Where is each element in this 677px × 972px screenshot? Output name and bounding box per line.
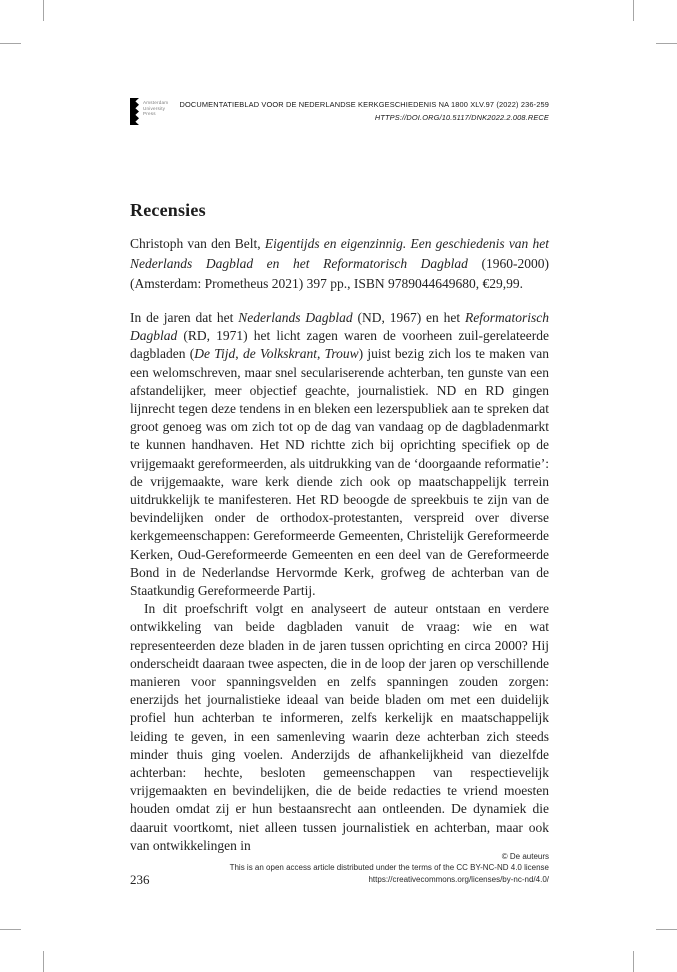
crop-mark	[43, 0, 44, 21]
crop-mark	[43, 951, 44, 972]
page-title: Recensies	[130, 200, 206, 220]
copyright-notice: © De auteurs	[501, 852, 549, 861]
body-paragraph: In dit proefschrift volgt en analyseert de auteur ontstaan en verdere ontwikkeling van beide dagbladen vanuit de vraag: wie en wat representeerden deze bladen in de jaren tussen oprichting en circa 2000? Hij onderscheidt daaraan twee aspecten, die in de loop der jaren op verschillende manieren voor spanningsvelden en zelfs spanningen zouden zorgen: enerzijds het journalistieke ideaal van beide bladen om met een duidelijk profiel hun achterban te informeren, zelfs kerkelijk en maatschappelijk leiding te geven, in een samenleving waarin deze achterban zich steeds minder thuis ging voelen. Anderzijds de afhankelijkheid van diezelfde achterban: hechte, besloten gemeenschappen van respectievelijk vrijgemaakten en bevindelijken, die de beide redacties te vriend moesten houden omdat zij er hun bestaansrecht aan ontleenden. De dynamiek die daaruit voortkomt, niet alleen tussen journalistiek en achterban, maar ook van ontwikkelingen in	[130, 601, 549, 853]
publisher-logo	[130, 98, 168, 125]
aup-logo-icon	[130, 98, 139, 125]
publisher-name	[143, 98, 168, 117]
journal-citation-line: DOCUMENTATIEBLAD VOOR DE NEDERLANDSE KERKGESCHIEDENIS NA 1800 XLV.97 (2022) 236-259	[179, 100, 549, 109]
body-paragraph: In de jaren dat het Nederlands Dagblad (ND, 1967) en het Reformatorisch Dagblad (RD, 1971) het licht zagen waren de voorheen zuil-gerelateerde dagbladen (De Tijd, de Volkskrant, Trouw) juist bezig zich los te maken van een welomschreven, maar snel seculariserende achterban, ten gunste van een afstandelijker, meer objectief geachte, journalistiek. ND en RD gingen lijnrecht tegen deze tendens in en bleken een lezerspubliek aan te spreken dat groot genoeg was om zich tot op de dag van vandaag op de dagbladenmarkt te kunnen handhaven. Het ND richtte zich bij oprichting specifiek op de vrijgemaakt gereformeerden, als uitdrukking van de ‘doorgaande reformatie’: de vrijgemaakte, ware kerk diende zich ook op maatschappelijk terrein uitdrukkelijk te manifesteren. Het RD beoogde de spreekbuis te zijn van de bevindelijken onder de orthodox-protestanten, verspreid over diverse kerkgemeenschappen: Gereformeerde Gemeenten, Christelijk Gereformeerde Kerken, Oud-Gereformeerde Gemeenten en een deel van de Gereformeerde Bond in de Nederlandse Hervormde Kerk, grofweg de achterban van de Staatkundig Gereformeerde Partij.	[130, 310, 549, 599]
publisher-name-line: University	[143, 105, 166, 111]
review-body	[130, 309, 549, 855]
page-header	[130, 96, 549, 122]
page-number: 236	[130, 872, 150, 887]
publisher-name-line: Press	[143, 111, 156, 117]
license-text: This is an open access article distributed under the terms of the CC BY-NC-ND 4.0 license	[229, 863, 549, 873]
crop-mark	[0, 43, 21, 44]
license-footer	[130, 851, 549, 885]
license-url-link[interactable]: https://creativecommons.org/licenses/by-nc-nd/4.0/	[368, 874, 549, 884]
crop-mark	[656, 43, 677, 44]
crop-mark	[633, 0, 634, 21]
crop-mark	[633, 951, 634, 972]
publisher-name-line: Amsterdam	[143, 100, 169, 105]
doi-link[interactable]: HTTPS://DOI.ORG/10.5117/DNK2022.2.008.RECE	[374, 112, 549, 122]
crop-mark	[656, 929, 677, 930]
book-citation: Christoph van den Belt, Eigentijds en eigenzinnig. Een geschiedenis van het Nederlands Dagblad en het Reformatorisch Dagblad (1960-2000) (Amsterdam: Prometheus 2021) 397 pp., ISBN 9789044649680, €29,99.	[130, 236, 549, 291]
crop-mark	[0, 929, 21, 930]
